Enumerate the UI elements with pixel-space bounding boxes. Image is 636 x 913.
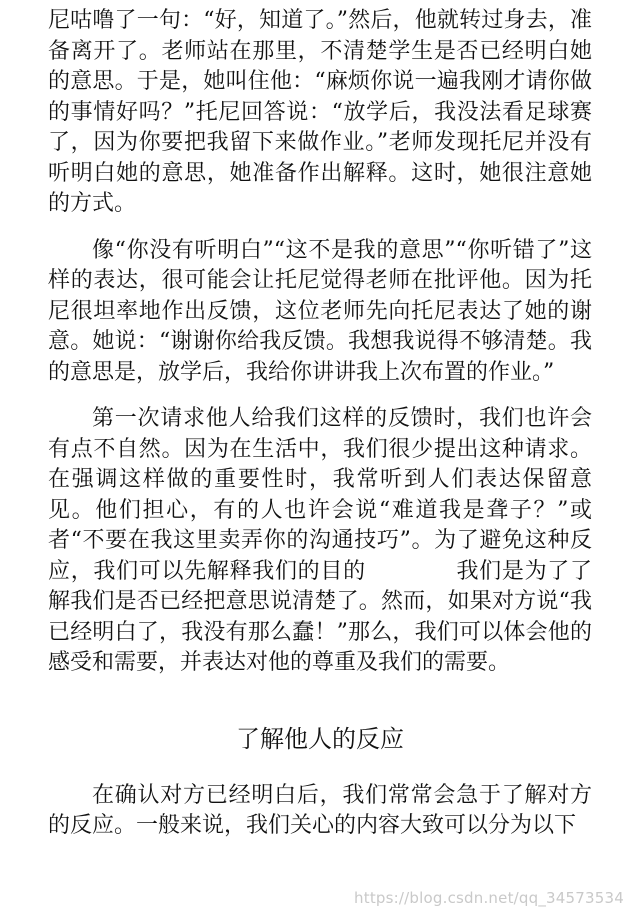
paragraph-1: 尼咕噜了一句：“好，知道了。”然后，他就转过身去，准备离开了。老师站在那里，不清楚学生是否已经明白她的意思。于是，她叫住他：“麻烦你说一遍我刚才请你做的事情好吗？”托尼回答说：“放学后，我没法看足球赛了，因为你要把我留下来做作业。”老师发现托尼并没有听明白她的意思，她准备作出解释。这时，她很注意她的方式。	[48, 8, 592, 216]
paragraph-3-part-1: 第一次请求他人给我们这样的反馈时，我们也许会有点不自然。因为在生活中，我们很少提出这种请求。在强调这样做的重要性时，我常听到人们表达保留意见。他们担心，有的人也许会说“难道我是聋子？”或者“不要在我这里卖弄你的沟通技巧”。为了避免这种反应，我们可以先解释我们的目的	[48, 406, 592, 584]
paragraph-2: 像“你没有听明白”“这不是我的意思”“你听错了”这样的表达，很可能会让托尼觉得老师在批评他。因为托尼很坦率地作出反馈，这位老师先向托尼表达了她的谢意。她说：“谢谢你给我反馈。我想我说得不够清楚。我的意思是，放学后，我给你讲讲我上次布置的作业。”	[48, 237, 592, 385]
watermark: https://blog.csdn.net/qq_34573534	[354, 889, 624, 907]
paragraph-4: 在确认对方已经明白后，我们常常会急于了解对方的反应。一般来说，我们关心的内容大致可以分为以下	[48, 782, 592, 838]
paragraph-3	[48, 404, 592, 679]
section-heading: 了解他人的反应	[236, 724, 404, 753]
paragraph-3-part-2: 我们是为了了解我们是否已经把意思说清楚了。然而，如果对方说“我已经明白了，我没有那么蠢！”那么，我们可以体会他的感受和需要，并表达对他的尊重及我们的需要。	[48, 558, 592, 675]
